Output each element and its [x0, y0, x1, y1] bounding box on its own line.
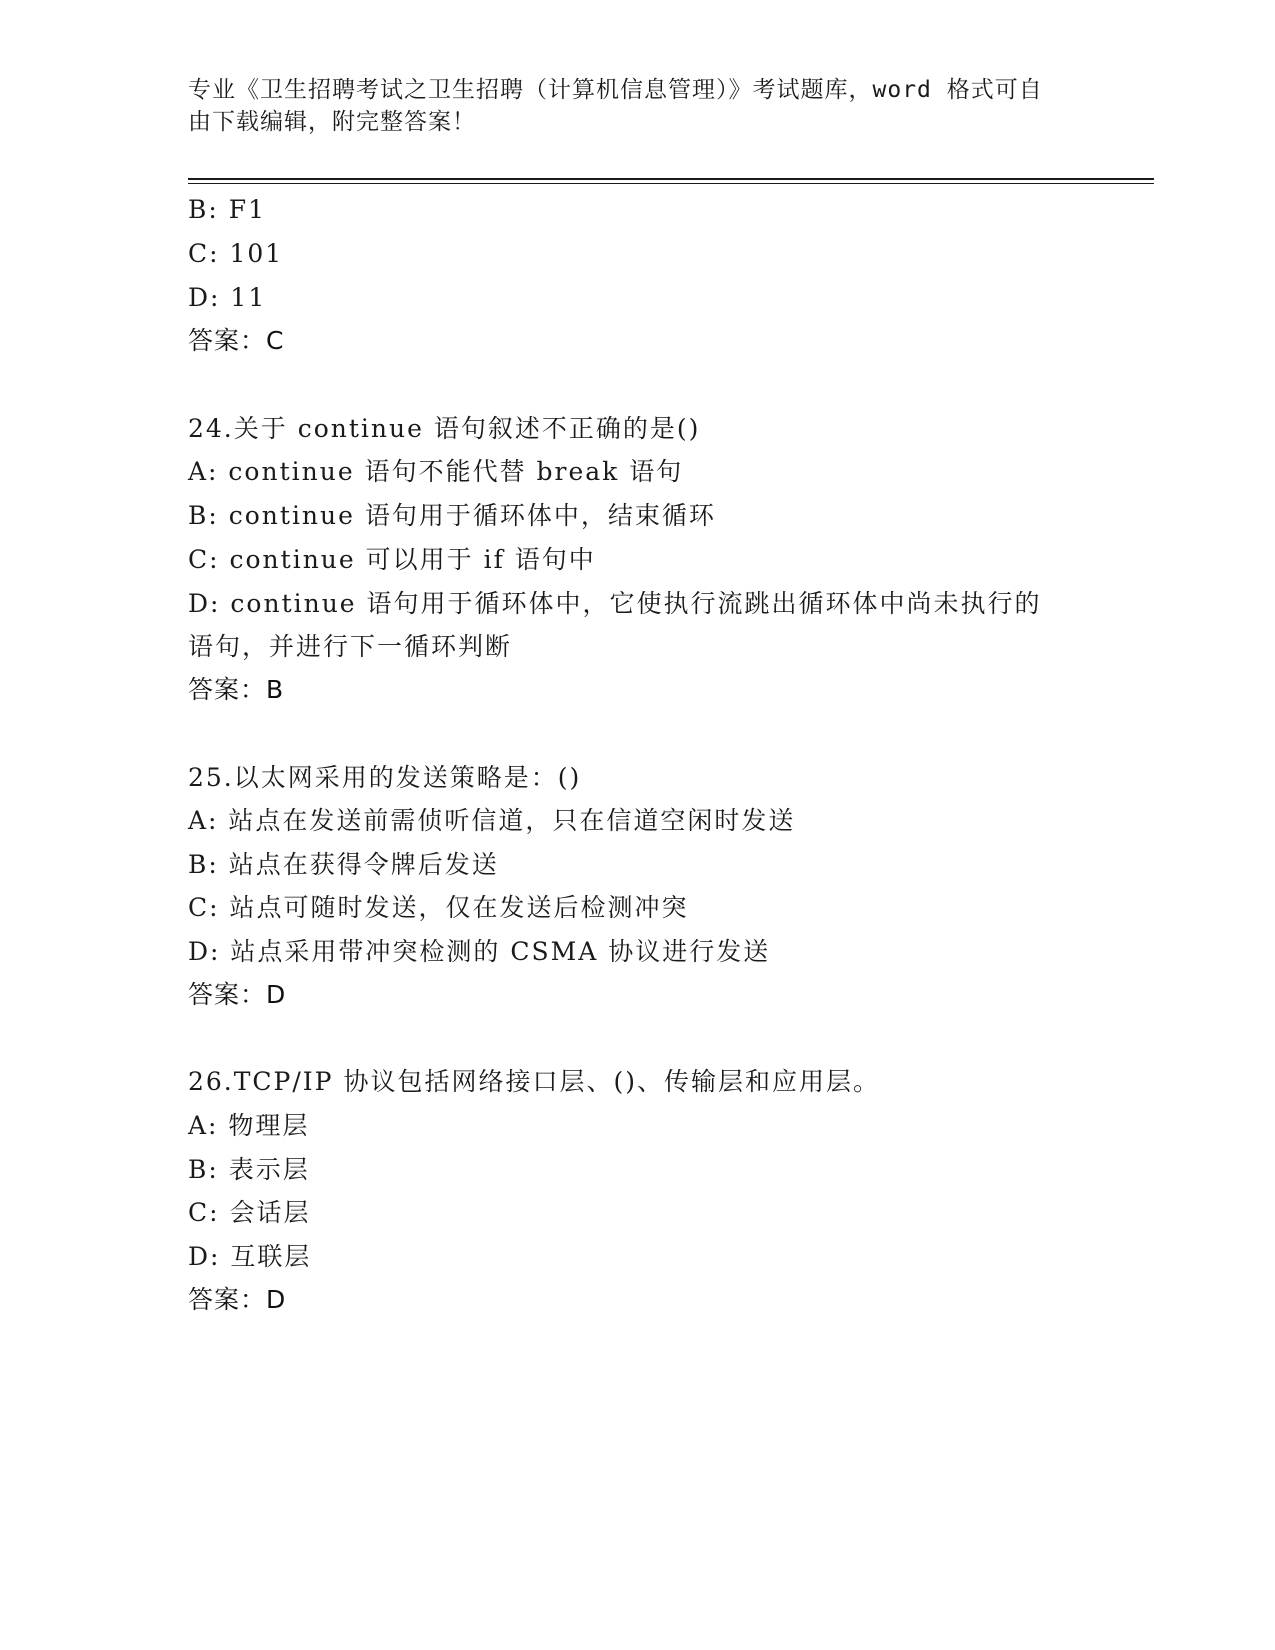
- q24-answer: 答案：B: [188, 675, 285, 704]
- q26-answer: 答案：D: [188, 1285, 287, 1314]
- q24-option-b: B: continue 语句用于循环体中，结束循环: [188, 501, 716, 530]
- q24-question: 24.关于 continue 语句叙述不正确的是(): [188, 414, 701, 443]
- q26-option-a: A: 物理层: [188, 1111, 310, 1140]
- q25-answer: 答案：D: [188, 980, 287, 1009]
- q26-question: 26.TCP/IP 协议包括网络接口层、()、传输层和应用层。: [188, 1067, 880, 1096]
- q24-option-d: D: continue 语句用于循环体中，它使执行流跳出循环体中尚未执行的: [188, 589, 1042, 618]
- q23-option-c: C: 101: [188, 239, 284, 268]
- q25-option-b: B: 站点在获得令牌后发送: [188, 850, 499, 879]
- header-line-2: 由下载编辑，附完整答案！: [188, 109, 476, 135]
- q25-option-c: C: 站点可随时发送，仅在发送后检测冲突: [188, 893, 689, 922]
- q25-question: 25.以太网采用的发送策略是：(): [188, 763, 582, 792]
- q26-option-d: D: 互联层: [188, 1242, 312, 1271]
- q23-option-b: B: F1: [188, 195, 266, 224]
- q26-option-c: C: 会话层: [188, 1198, 311, 1227]
- q25-option-a: A: 站点在发送前需侦听信道，只在信道空闲时发送: [188, 806, 796, 835]
- header-line-1: 专业《卫生招聘考试之卫生招聘（计算机信息管理）》考试题库，word 格式可自: [188, 77, 1043, 103]
- header-divider-thin: [188, 183, 1154, 184]
- q25-option-d: D: 站点采用带冲突检测的 CSMA 协议进行发送: [188, 937, 771, 966]
- q26-option-b: B: 表示层: [188, 1155, 310, 1184]
- q24-option-c: C: continue 可以用于 if 语句中: [188, 545, 596, 574]
- document-header: [188, 74, 1068, 138]
- q24-option-a: A: continue 语句不能代替 break 语句: [188, 457, 684, 486]
- q23-option-d: D: 11: [188, 283, 267, 312]
- header-divider-thick: [188, 178, 1154, 180]
- q24-option-d-continued: 语句，并进行下一循环判断: [188, 632, 513, 661]
- q23-answer: 答案：C: [188, 326, 285, 355]
